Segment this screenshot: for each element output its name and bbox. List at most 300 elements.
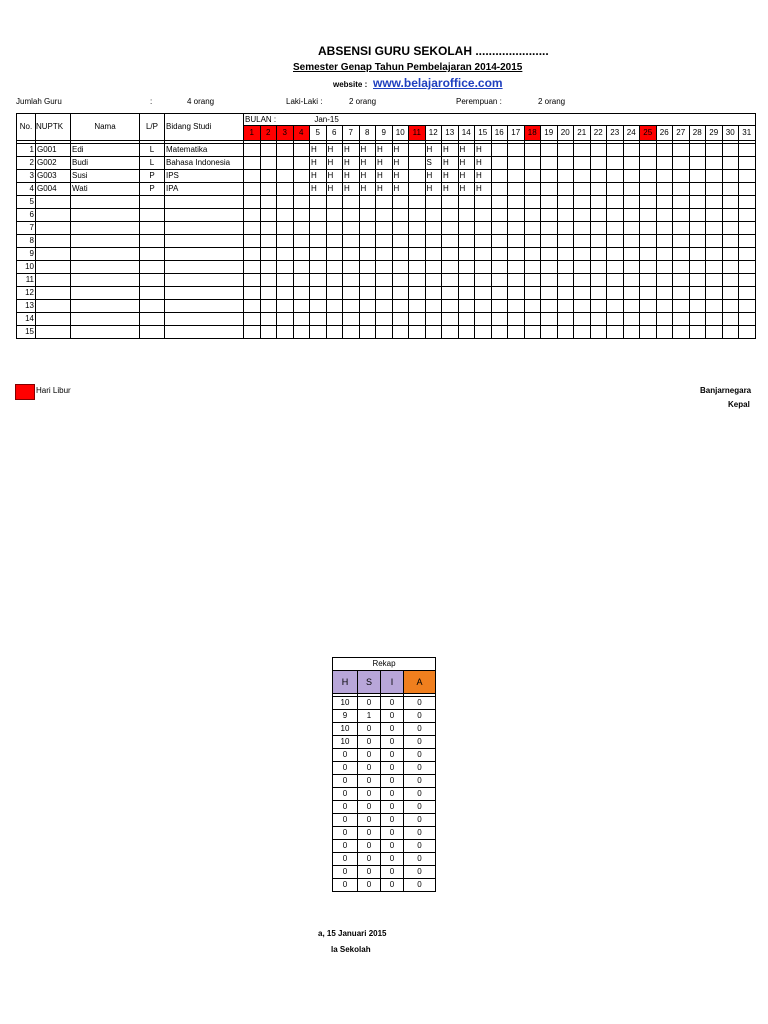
attendance-cell[interactable]	[392, 248, 409, 261]
attendance-cell[interactable]: H	[343, 157, 360, 170]
attendance-cell[interactable]	[409, 183, 426, 196]
attendance-cell[interactable]	[541, 326, 558, 339]
attendance-cell[interactable]	[739, 300, 756, 313]
attendance-cell[interactable]	[541, 313, 558, 326]
attendance-cell[interactable]	[392, 222, 409, 235]
attendance-cell[interactable]	[326, 313, 343, 326]
attendance-cell[interactable]	[524, 183, 541, 196]
attendance-cell[interactable]	[722, 144, 739, 157]
attendance-cell[interactable]	[376, 300, 393, 313]
attendance-cell[interactable]	[640, 196, 657, 209]
attendance-cell[interactable]: H	[392, 183, 409, 196]
row-no[interactable]: 13	[17, 300, 36, 313]
attendance-cell[interactable]	[491, 235, 508, 248]
attendance-cell[interactable]	[541, 157, 558, 170]
attendance-cell[interactable]	[640, 274, 657, 287]
attendance-cell[interactable]	[689, 326, 706, 339]
attendance-cell[interactable]	[590, 313, 607, 326]
attendance-cell[interactable]	[359, 313, 376, 326]
attendance-cell[interactable]: H	[442, 144, 459, 157]
attendance-cell[interactable]	[607, 313, 624, 326]
attendance-cell[interactable]	[277, 300, 294, 313]
attendance-cell[interactable]	[277, 222, 294, 235]
attendance-cell[interactable]	[623, 222, 640, 235]
attendance-cell[interactable]	[425, 261, 442, 274]
attendance-cell[interactable]	[607, 300, 624, 313]
attendance-cell[interactable]: H	[359, 170, 376, 183]
attendance-cell[interactable]	[524, 248, 541, 261]
attendance-cell[interactable]	[706, 157, 723, 170]
attendance-cell[interactable]	[673, 235, 690, 248]
attendance-cell[interactable]: H	[458, 170, 475, 183]
attendance-cell[interactable]	[475, 326, 492, 339]
attendance-cell[interactable]	[458, 209, 475, 222]
attendance-cell[interactable]: H	[458, 144, 475, 157]
row-lp[interactable]	[140, 209, 165, 222]
attendance-cell[interactable]	[392, 196, 409, 209]
attendance-cell[interactable]	[508, 157, 525, 170]
attendance-cell[interactable]	[574, 183, 591, 196]
row-lp[interactable]	[140, 261, 165, 274]
attendance-cell[interactable]	[524, 274, 541, 287]
attendance-cell[interactable]: H	[442, 170, 459, 183]
attendance-cell[interactable]	[343, 274, 360, 287]
attendance-cell[interactable]	[508, 170, 525, 183]
attendance-cell[interactable]	[260, 287, 277, 300]
attendance-cell[interactable]	[656, 300, 673, 313]
attendance-cell[interactable]	[244, 170, 261, 183]
row-lp[interactable]	[140, 274, 165, 287]
attendance-cell[interactable]	[739, 196, 756, 209]
row-bidang-studi[interactable]	[165, 287, 244, 300]
attendance-cell[interactable]	[260, 326, 277, 339]
attendance-cell[interactable]	[689, 287, 706, 300]
attendance-cell[interactable]: H	[458, 157, 475, 170]
attendance-cell[interactable]	[524, 235, 541, 248]
attendance-cell[interactable]	[409, 326, 426, 339]
attendance-cell[interactable]	[392, 313, 409, 326]
attendance-cell[interactable]	[656, 209, 673, 222]
attendance-cell[interactable]	[475, 261, 492, 274]
row-nuptk[interactable]	[36, 300, 71, 313]
row-nuptk[interactable]	[36, 209, 71, 222]
attendance-cell[interactable]	[541, 261, 558, 274]
row-nuptk[interactable]: G004	[36, 183, 71, 196]
attendance-cell[interactable]	[574, 222, 591, 235]
attendance-cell[interactable]	[491, 248, 508, 261]
attendance-cell[interactable]	[458, 248, 475, 261]
attendance-cell[interactable]	[293, 274, 310, 287]
attendance-cell[interactable]	[260, 170, 277, 183]
attendance-cell[interactable]	[260, 313, 277, 326]
row-no[interactable]: 15	[17, 326, 36, 339]
attendance-cell[interactable]	[557, 235, 574, 248]
attendance-cell[interactable]	[689, 222, 706, 235]
attendance-cell[interactable]	[722, 222, 739, 235]
attendance-cell[interactable]	[244, 183, 261, 196]
attendance-cell[interactable]	[260, 274, 277, 287]
attendance-cell[interactable]	[409, 287, 426, 300]
attendance-cell[interactable]: H	[310, 157, 327, 170]
attendance-cell[interactable]	[557, 248, 574, 261]
attendance-cell[interactable]	[541, 196, 558, 209]
attendance-cell[interactable]	[623, 209, 640, 222]
attendance-cell[interactable]	[376, 196, 393, 209]
attendance-cell[interactable]	[739, 274, 756, 287]
attendance-cell[interactable]	[673, 274, 690, 287]
attendance-cell[interactable]	[376, 235, 393, 248]
row-lp[interactable]	[140, 300, 165, 313]
attendance-cell[interactable]	[739, 183, 756, 196]
row-bidang-studi[interactable]: IPA	[165, 183, 244, 196]
row-nama[interactable]	[71, 235, 140, 248]
attendance-cell[interactable]	[574, 300, 591, 313]
attendance-cell[interactable]	[673, 196, 690, 209]
attendance-cell[interactable]	[623, 313, 640, 326]
attendance-cell[interactable]	[656, 274, 673, 287]
row-no[interactable]: 12	[17, 287, 36, 300]
attendance-cell[interactable]	[524, 157, 541, 170]
attendance-cell[interactable]	[392, 287, 409, 300]
attendance-cell[interactable]	[607, 196, 624, 209]
attendance-cell[interactable]	[343, 313, 360, 326]
attendance-cell[interactable]	[491, 300, 508, 313]
row-no[interactable]: 5	[17, 196, 36, 209]
row-nuptk[interactable]	[36, 313, 71, 326]
attendance-cell[interactable]	[442, 235, 459, 248]
attendance-cell[interactable]	[673, 222, 690, 235]
attendance-cell[interactable]	[491, 144, 508, 157]
row-nuptk[interactable]	[36, 287, 71, 300]
attendance-cell[interactable]	[293, 248, 310, 261]
row-no[interactable]: 10	[17, 261, 36, 274]
attendance-cell[interactable]: H	[475, 183, 492, 196]
attendance-cell[interactable]	[326, 248, 343, 261]
attendance-cell[interactable]: H	[326, 183, 343, 196]
attendance-cell[interactable]	[656, 313, 673, 326]
attendance-cell[interactable]	[722, 196, 739, 209]
attendance-cell[interactable]	[706, 144, 723, 157]
attendance-cell[interactable]	[392, 326, 409, 339]
attendance-cell[interactable]	[656, 261, 673, 274]
attendance-cell[interactable]	[706, 235, 723, 248]
attendance-cell[interactable]	[541, 287, 558, 300]
attendance-cell[interactable]	[392, 300, 409, 313]
attendance-cell[interactable]	[326, 196, 343, 209]
attendance-cell[interactable]	[442, 313, 459, 326]
attendance-cell[interactable]	[656, 222, 673, 235]
row-bidang-studi[interactable]: Matematika	[165, 144, 244, 157]
attendance-cell[interactable]	[673, 157, 690, 170]
attendance-cell[interactable]	[524, 170, 541, 183]
attendance-cell[interactable]	[590, 300, 607, 313]
row-nuptk[interactable]	[36, 196, 71, 209]
attendance-cell[interactable]	[277, 313, 294, 326]
row-nama[interactable]: Budi	[71, 157, 140, 170]
attendance-cell[interactable]	[244, 326, 261, 339]
attendance-cell[interactable]	[343, 261, 360, 274]
attendance-cell[interactable]	[326, 300, 343, 313]
attendance-cell[interactable]	[739, 170, 756, 183]
attendance-cell[interactable]	[475, 235, 492, 248]
row-no[interactable]: 14	[17, 313, 36, 326]
attendance-cell[interactable]	[376, 222, 393, 235]
row-lp[interactable]	[140, 196, 165, 209]
attendance-cell[interactable]	[343, 222, 360, 235]
row-nama[interactable]	[71, 209, 140, 222]
attendance-cell[interactable]	[739, 157, 756, 170]
attendance-cell[interactable]	[293, 235, 310, 248]
attendance-cell[interactable]: H	[475, 144, 492, 157]
attendance-cell[interactable]	[706, 274, 723, 287]
attendance-cell[interactable]	[244, 287, 261, 300]
attendance-cell[interactable]	[541, 209, 558, 222]
attendance-cell[interactable]	[277, 170, 294, 183]
attendance-cell[interactable]	[607, 157, 624, 170]
attendance-cell[interactable]	[706, 170, 723, 183]
attendance-cell[interactable]	[310, 300, 327, 313]
row-no[interactable]: 11	[17, 274, 36, 287]
attendance-cell[interactable]	[607, 235, 624, 248]
attendance-cell[interactable]	[442, 222, 459, 235]
attendance-cell[interactable]	[590, 209, 607, 222]
attendance-cell[interactable]	[376, 248, 393, 261]
attendance-cell[interactable]	[425, 248, 442, 261]
row-nuptk[interactable]: G001	[36, 144, 71, 157]
attendance-cell[interactable]	[739, 248, 756, 261]
attendance-cell[interactable]	[557, 196, 574, 209]
attendance-cell[interactable]	[244, 313, 261, 326]
attendance-cell[interactable]	[442, 196, 459, 209]
attendance-cell[interactable]	[739, 235, 756, 248]
attendance-cell[interactable]	[310, 222, 327, 235]
attendance-cell[interactable]	[310, 287, 327, 300]
attendance-cell[interactable]	[409, 222, 426, 235]
attendance-cell[interactable]	[260, 222, 277, 235]
attendance-cell[interactable]	[673, 144, 690, 157]
attendance-cell[interactable]	[739, 222, 756, 235]
attendance-cell[interactable]	[244, 261, 261, 274]
attendance-cell[interactable]: H	[425, 144, 442, 157]
attendance-cell[interactable]	[557, 144, 574, 157]
attendance-cell[interactable]	[673, 261, 690, 274]
attendance-cell[interactable]	[409, 157, 426, 170]
row-bidang-studi[interactable]	[165, 222, 244, 235]
attendance-cell[interactable]	[343, 287, 360, 300]
attendance-cell[interactable]	[260, 248, 277, 261]
attendance-cell[interactable]	[557, 222, 574, 235]
attendance-cell[interactable]	[623, 144, 640, 157]
attendance-cell[interactable]	[722, 274, 739, 287]
attendance-cell[interactable]	[491, 326, 508, 339]
attendance-cell[interactable]	[491, 222, 508, 235]
attendance-cell[interactable]	[326, 235, 343, 248]
attendance-cell[interactable]	[689, 274, 706, 287]
attendance-cell[interactable]	[425, 300, 442, 313]
attendance-cell[interactable]	[508, 287, 525, 300]
attendance-cell[interactable]	[673, 326, 690, 339]
attendance-cell[interactable]	[277, 326, 294, 339]
row-nama[interactable]	[71, 248, 140, 261]
attendance-cell[interactable]	[409, 274, 426, 287]
attendance-cell[interactable]	[541, 222, 558, 235]
attendance-cell[interactable]	[739, 261, 756, 274]
attendance-cell[interactable]	[689, 261, 706, 274]
row-nuptk[interactable]	[36, 222, 71, 235]
row-bidang-studi[interactable]	[165, 300, 244, 313]
row-no[interactable]: 9	[17, 248, 36, 261]
attendance-cell[interactable]	[574, 261, 591, 274]
attendance-cell[interactable]	[491, 287, 508, 300]
attendance-cell[interactable]	[689, 183, 706, 196]
attendance-cell[interactable]	[475, 196, 492, 209]
attendance-cell[interactable]	[623, 183, 640, 196]
attendance-cell[interactable]	[425, 313, 442, 326]
attendance-cell[interactable]	[607, 287, 624, 300]
attendance-cell[interactable]	[277, 183, 294, 196]
attendance-cell[interactable]	[310, 313, 327, 326]
attendance-cell[interactable]	[458, 300, 475, 313]
attendance-cell[interactable]	[574, 274, 591, 287]
attendance-cell[interactable]	[376, 261, 393, 274]
attendance-cell[interactable]	[722, 170, 739, 183]
attendance-cell[interactable]	[524, 261, 541, 274]
attendance-cell[interactable]	[689, 248, 706, 261]
attendance-cell[interactable]	[640, 144, 657, 157]
attendance-cell[interactable]	[244, 144, 261, 157]
attendance-cell[interactable]	[541, 274, 558, 287]
attendance-cell[interactable]	[392, 261, 409, 274]
row-lp[interactable]: L	[140, 157, 165, 170]
attendance-cell[interactable]: H	[310, 144, 327, 157]
attendance-cell[interactable]	[640, 326, 657, 339]
attendance-cell[interactable]	[541, 235, 558, 248]
attendance-cell[interactable]	[425, 209, 442, 222]
attendance-cell[interactable]	[425, 235, 442, 248]
attendance-cell[interactable]	[409, 248, 426, 261]
attendance-cell[interactable]	[722, 183, 739, 196]
row-nama[interactable]	[71, 300, 140, 313]
row-bidang-studi[interactable]	[165, 326, 244, 339]
attendance-cell[interactable]	[244, 235, 261, 248]
attendance-cell[interactable]	[277, 157, 294, 170]
attendance-cell[interactable]	[260, 261, 277, 274]
attendance-cell[interactable]	[425, 287, 442, 300]
attendance-cell[interactable]	[557, 157, 574, 170]
row-bidang-studi[interactable]	[165, 274, 244, 287]
row-nuptk[interactable]: G002	[36, 157, 71, 170]
row-no[interactable]: 7	[17, 222, 36, 235]
attendance-cell[interactable]	[425, 196, 442, 209]
attendance-cell[interactable]	[722, 313, 739, 326]
attendance-cell[interactable]	[689, 300, 706, 313]
attendance-cell[interactable]: H	[475, 157, 492, 170]
attendance-cell[interactable]	[475, 313, 492, 326]
attendance-cell[interactable]	[689, 235, 706, 248]
attendance-cell[interactable]	[260, 183, 277, 196]
attendance-cell[interactable]	[722, 326, 739, 339]
attendance-cell[interactable]	[491, 170, 508, 183]
attendance-cell[interactable]	[475, 222, 492, 235]
attendance-cell[interactable]	[739, 144, 756, 157]
attendance-cell[interactable]	[310, 248, 327, 261]
attendance-cell[interactable]	[310, 209, 327, 222]
attendance-cell[interactable]	[739, 326, 756, 339]
row-no[interactable]: 3	[17, 170, 36, 183]
attendance-cell[interactable]	[277, 196, 294, 209]
attendance-cell[interactable]	[689, 170, 706, 183]
attendance-cell[interactable]	[623, 248, 640, 261]
attendance-cell[interactable]	[574, 235, 591, 248]
attendance-cell[interactable]: H	[376, 170, 393, 183]
row-bidang-studi[interactable]	[165, 248, 244, 261]
attendance-cell[interactable]: H	[458, 183, 475, 196]
row-no[interactable]: 8	[17, 235, 36, 248]
row-nuptk[interactable]	[36, 326, 71, 339]
attendance-cell[interactable]	[574, 196, 591, 209]
attendance-cell[interactable]	[590, 196, 607, 209]
attendance-cell[interactable]	[656, 144, 673, 157]
attendance-cell[interactable]	[607, 170, 624, 183]
attendance-cell[interactable]	[623, 235, 640, 248]
attendance-cell[interactable]	[574, 287, 591, 300]
attendance-cell[interactable]: H	[442, 157, 459, 170]
attendance-cell[interactable]	[277, 209, 294, 222]
attendance-cell[interactable]	[557, 300, 574, 313]
row-lp[interactable]: L	[140, 144, 165, 157]
attendance-cell[interactable]	[557, 261, 574, 274]
attendance-cell[interactable]	[392, 274, 409, 287]
row-nama[interactable]	[71, 326, 140, 339]
attendance-cell[interactable]	[442, 300, 459, 313]
attendance-cell[interactable]	[293, 183, 310, 196]
attendance-cell[interactable]	[359, 287, 376, 300]
attendance-cell[interactable]	[310, 196, 327, 209]
attendance-cell[interactable]	[722, 248, 739, 261]
attendance-cell[interactable]: H	[343, 183, 360, 196]
attendance-cell[interactable]	[574, 157, 591, 170]
attendance-cell[interactable]	[475, 274, 492, 287]
attendance-cell[interactable]	[359, 248, 376, 261]
attendance-cell[interactable]	[244, 248, 261, 261]
website-link[interactable]: www.belajaroffice.com	[373, 76, 503, 90]
attendance-cell[interactable]	[722, 261, 739, 274]
attendance-cell[interactable]	[508, 326, 525, 339]
attendance-cell[interactable]	[607, 183, 624, 196]
attendance-cell[interactable]	[739, 287, 756, 300]
row-nama[interactable]	[71, 313, 140, 326]
attendance-cell[interactable]	[541, 300, 558, 313]
attendance-cell[interactable]	[491, 157, 508, 170]
attendance-cell[interactable]	[508, 261, 525, 274]
attendance-cell[interactable]	[706, 261, 723, 274]
attendance-cell[interactable]	[293, 326, 310, 339]
attendance-cell[interactable]	[359, 261, 376, 274]
attendance-cell[interactable]	[260, 300, 277, 313]
row-nama[interactable]: Edi	[71, 144, 140, 157]
attendance-cell[interactable]	[326, 261, 343, 274]
attendance-cell[interactable]	[376, 326, 393, 339]
attendance-cell[interactable]	[590, 261, 607, 274]
attendance-cell[interactable]	[359, 300, 376, 313]
attendance-cell[interactable]	[425, 274, 442, 287]
row-no[interactable]: 1	[17, 144, 36, 157]
attendance-cell[interactable]	[409, 261, 426, 274]
attendance-cell[interactable]	[508, 183, 525, 196]
attendance-cell[interactable]	[590, 274, 607, 287]
attendance-cell[interactable]	[706, 183, 723, 196]
attendance-cell[interactable]	[508, 209, 525, 222]
